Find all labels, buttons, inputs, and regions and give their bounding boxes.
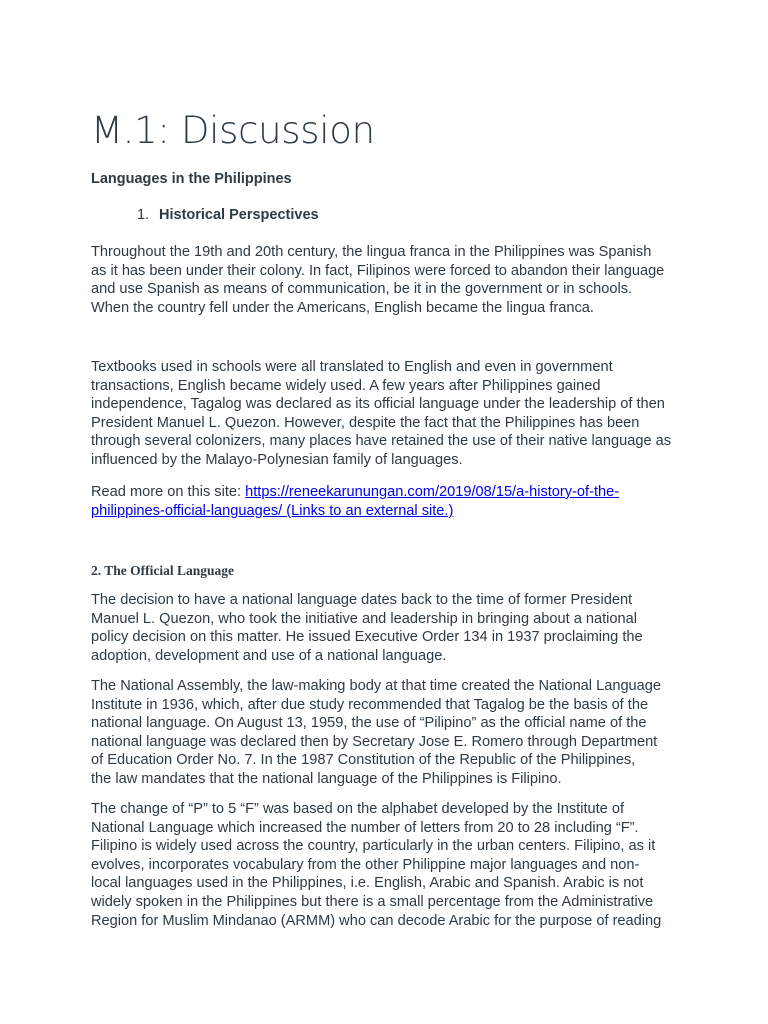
- paragraph-historical-2: [91, 358, 691, 470]
- text-line: The National Assembly, the law-making body at that time created the National Language: [91, 678, 662, 694]
- list-item-number: 1.: [137, 207, 150, 223]
- text-line: the law mandates that the national language of the Philippines is Filipino.: [91, 770, 562, 787]
- paragraph-official-2: [91, 677, 691, 789]
- paragraph-read-more: [91, 483, 691, 520]
- text-line: Textbooks used in schools were all translated to English and even in government: [91, 359, 613, 375]
- text-line: The change of “P” to 5 “F” was based on the alphabet developed by the Institute of: [91, 801, 625, 817]
- text-line: Throughout the 19th and 20th century, the lingua franca in the Philippines was Spanish: [91, 244, 652, 260]
- paragraph-official-3: [91, 800, 691, 930]
- external-link-line2[interactable]: philippines-official-languages/ (Links to an external site.): [91, 502, 454, 519]
- list-item-historical-perspectives: [137, 206, 319, 224]
- text-line: widely spoken in the Philippines but there is a small percentage from the Administrative: [91, 893, 654, 910]
- text-line: through several colonizers, many places have retained the use of their native language as: [91, 433, 672, 450]
- text-line: Region for Muslim Mindanao (ARMM) who can decode Arabic for the purpose of reading: [91, 912, 662, 929]
- text-line: influenced by the Malayo-Polynesian family of languages.: [91, 451, 463, 468]
- text-line: local languages used in the Philippines, i.e. English, Arabic and Spanish. Arabic is not: [91, 875, 644, 892]
- text-line: of Education Order No. 7. In the 1987 Constitution of the Republic of the Philippines,: [91, 752, 636, 769]
- text-line: independence, Tagalog was declared as its official language under the leadership of then: [91, 396, 665, 413]
- text-line: adoption, development and use of a national language.: [91, 647, 447, 664]
- text-line: [91, 483, 691, 502]
- text-line: policy decision on this matter. He issued Executive Order 134 in 1937 proclaiming the: [91, 629, 643, 646]
- text-line: evolves, incorporates vocabulary from the other Philippine major languages and non-: [91, 856, 640, 873]
- text-line: as it has been under their colony. In fact, Filipinos were forced to abandon their language: [91, 262, 665, 279]
- text-line: Filipino is widely used across the country, particularly in the urban centers. Filipino, as it: [91, 838, 656, 855]
- page-title: M.1: Discussion: [91, 109, 375, 152]
- read-more-prefix: Read more on this site:: [91, 484, 246, 500]
- section-heading-official-language: 2. The Official Language: [91, 563, 235, 578]
- section-heading-languages: Languages in the Philippines: [91, 171, 292, 187]
- external-link-line1[interactable]: https://reneekarunungan.com/2019/08/15/a-history-of-the-: [245, 484, 620, 500]
- text-line: President Manuel L. Quezon. However, despite the fact that the Philippines has been: [91, 414, 640, 431]
- text-line: transactions, English became widely used. A few years after Philippines gained: [91, 377, 601, 394]
- text-line: and use Spanish as means of communication, be it in the government or in schools.: [91, 281, 633, 298]
- text-line: national language. On August 13, 1959, the use of “Pilipino” as the official name of the: [91, 715, 647, 732]
- text-line: Institute in 1936, which, after due study recommended that Tagalog be the basis of the: [91, 696, 649, 713]
- text-line: National Language which increased the number of letters from 20 to 28 including “F”.: [91, 819, 639, 836]
- text-line: When the country fell under the Americans, English became the lingua franca.: [91, 299, 594, 316]
- list-item-text: Historical Perspectives: [159, 207, 319, 223]
- paragraph-historical-1: [91, 243, 691, 317]
- text-line: The decision to have a national language dates back to the time of former President: [91, 592, 633, 608]
- text-line: Manuel L. Quezon, who took the initiative and leadership in bringing about a national: [91, 610, 638, 627]
- text-line: [91, 502, 691, 521]
- text-line: national language was declared then by Secretary Jose E. Romero through Department: [91, 733, 658, 750]
- paragraph-official-1: [91, 591, 691, 665]
